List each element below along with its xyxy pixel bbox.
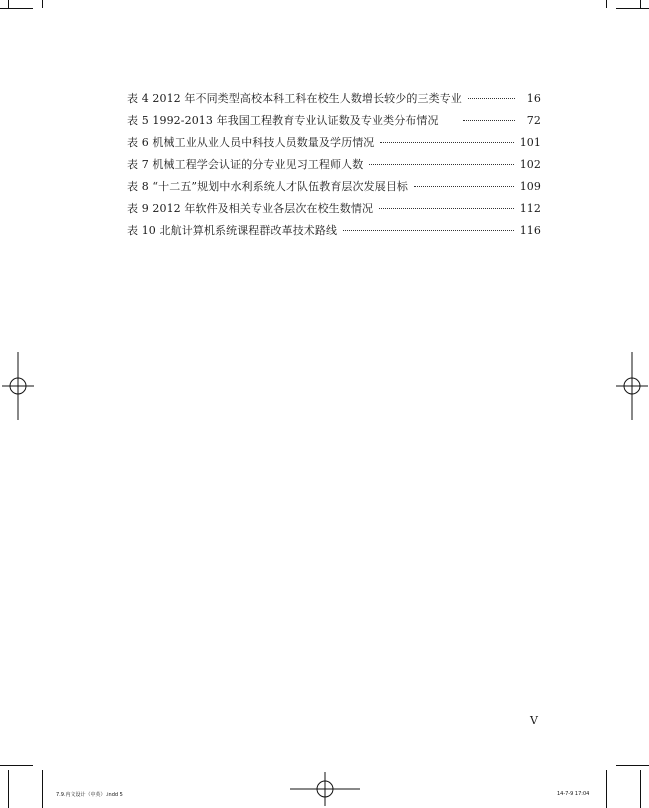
crop-mark-bottom-left-frame-v xyxy=(8,770,9,808)
crop-mark-top-right-frame-v xyxy=(640,0,641,8)
toc-entry-page: 109 xyxy=(519,180,541,193)
toc-entry[interactable] xyxy=(127,178,541,200)
crop-mark-bottom-left-h xyxy=(0,765,33,766)
toc-entry-title: 表 7 机械工程学会认证的分专业见习工程师人数 xyxy=(127,158,364,171)
list-of-tables xyxy=(127,90,541,244)
toc-entry-page: 72 xyxy=(526,114,541,127)
crop-mark-bottom-right-h xyxy=(616,765,649,766)
toc-entry-title: 表 6 机械工业从业人员中科技人员数量及学历情况 xyxy=(127,136,375,149)
leader-dots xyxy=(468,97,515,99)
registration-mark-bottom xyxy=(290,772,360,806)
toc-entry-title: 表 8 “十二五”规划中水利系统人才队伍教育层次发展目标 xyxy=(127,180,409,193)
toc-entry[interactable] xyxy=(127,134,541,156)
slug-file-name: 7.9.内文设计（中英）.indd 5 xyxy=(56,792,123,798)
toc-entry-title: 表 10 北航计算机系统课程群改革技术路线 xyxy=(127,224,338,237)
crop-mark-top-right-v xyxy=(606,0,607,8)
leader-dots xyxy=(379,207,514,209)
toc-entry-page: 102 xyxy=(519,158,541,171)
leader-dots xyxy=(380,141,513,143)
toc-entry-page: 16 xyxy=(526,92,541,105)
toc-entry-title: 表 9 2012 年软件及相关专业各层次在校生数情况 xyxy=(127,202,374,215)
page-number: V xyxy=(530,714,538,727)
toc-entry[interactable] xyxy=(127,200,541,222)
toc-entry-page: 101 xyxy=(519,136,541,149)
registration-mark-left xyxy=(2,352,34,420)
toc-entry[interactable] xyxy=(127,112,541,134)
crop-mark-top-right-h xyxy=(616,8,649,9)
toc-entry-title: 表 5 1992-2013 年我国工程教育专业认证数及专业类分布情况 xyxy=(127,114,439,127)
slug-datetime: 14-7-9 17:04 xyxy=(557,791,590,797)
leader-dots xyxy=(414,185,514,187)
crop-mark-top-left-h xyxy=(0,8,33,9)
leader-dots xyxy=(343,229,514,231)
toc-entry[interactable] xyxy=(127,222,541,244)
toc-entry-title: 表 4 2012 年不同类型高校本科工科在校生人数增长较少的三类专业 xyxy=(127,92,462,105)
leader-dots xyxy=(463,119,515,121)
leader-dots xyxy=(369,163,513,165)
crop-mark-top-left-frame-v xyxy=(8,0,9,8)
crop-mark-bottom-left-v xyxy=(42,770,43,808)
crop-mark-bottom-right-v xyxy=(606,770,607,808)
registration-mark-right xyxy=(616,352,648,420)
crop-mark-top-left-v xyxy=(42,0,43,8)
toc-entry-page: 116 xyxy=(519,224,541,237)
toc-entry[interactable] xyxy=(127,90,541,112)
crop-mark-bottom-right-frame-v xyxy=(640,770,641,808)
toc-entry[interactable] xyxy=(127,156,541,178)
toc-entry-page: 112 xyxy=(519,202,541,215)
